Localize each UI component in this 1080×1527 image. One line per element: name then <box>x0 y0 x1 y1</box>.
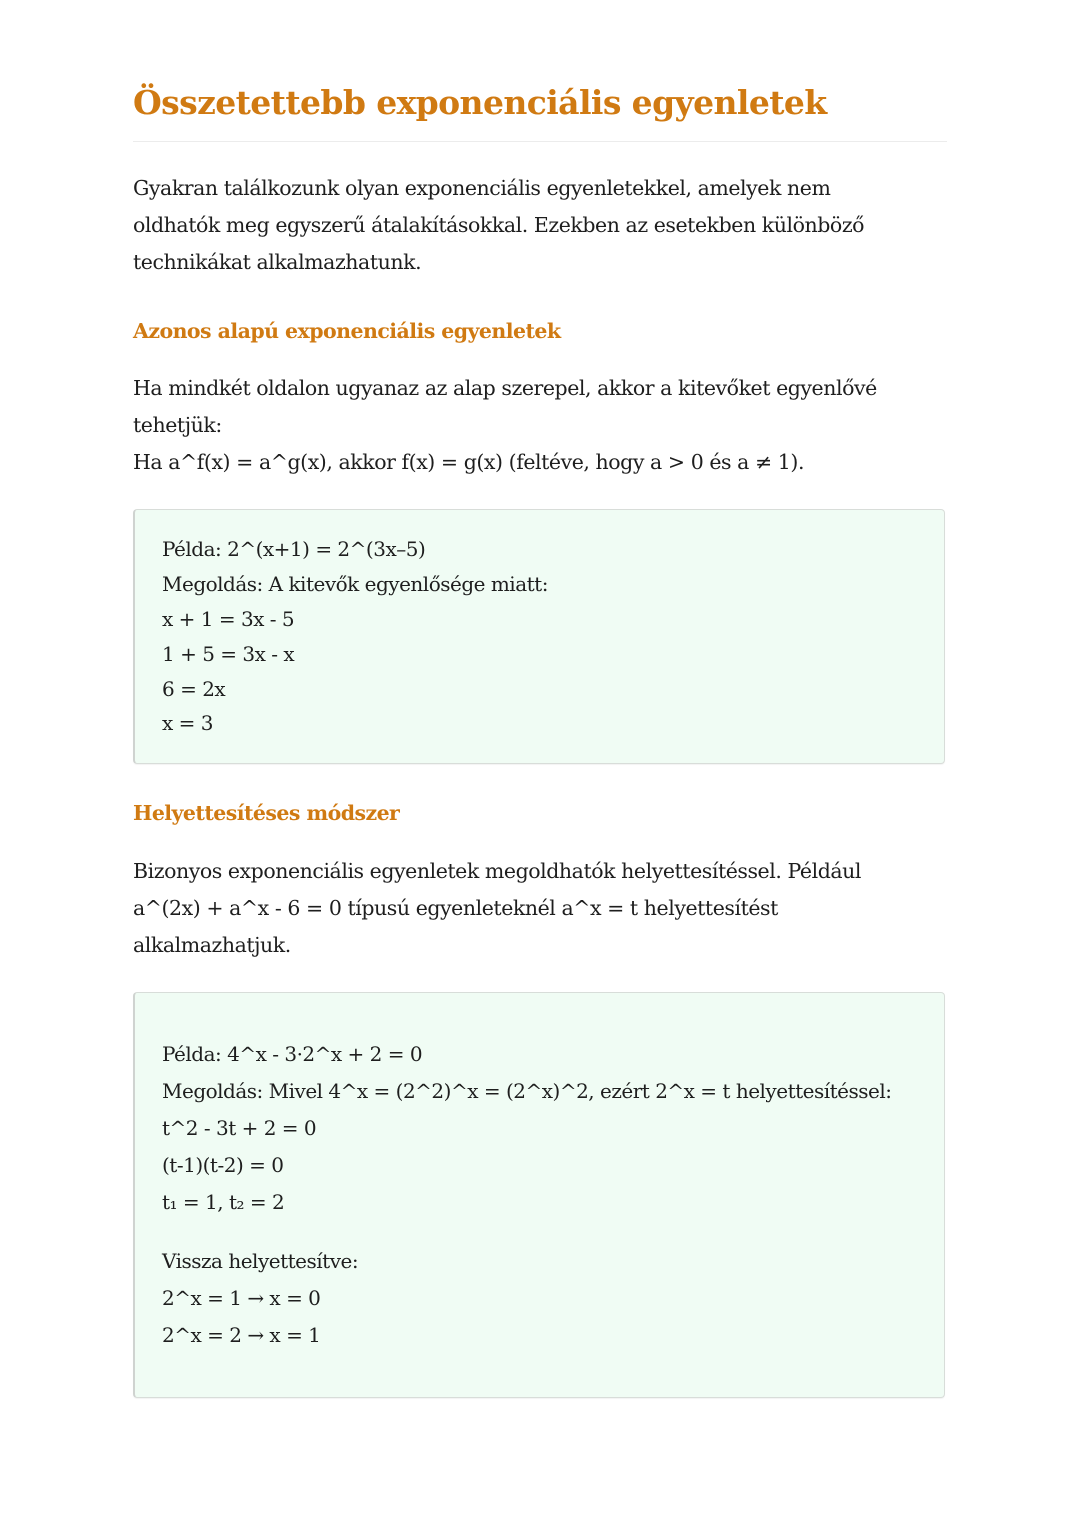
example-line: t₁ = 1, t₂ = 2 <box>162 1190 285 1214</box>
section1-line: tehetjük: <box>133 413 222 437</box>
example-line: x + 1 = 3x - 5 <box>162 607 295 631</box>
intro-line: oldhatók meg egyszerű átalakításokkal. Ezekben az esetekben különböző <box>133 213 865 237</box>
example-line: 1 + 5 = 3x - x <box>162 642 295 666</box>
page-title: Összetettebb exponenciális egyenletek <box>133 83 827 122</box>
section2-line: a^(2x) + a^x - 6 = 0 típusú egyenleteknél a^x = t helyettesítést <box>133 896 778 920</box>
intro-paragraph <box>133 170 947 281</box>
section1-line: Ha a^f(x) = a^g(x), akkor f(x) = g(x) (feltéve, hogy a > 0 és a ≠ 1). <box>133 450 805 474</box>
intro-line: Gyakran találkozunk olyan exponenciális egyenletekkel, amelyek nem <box>133 176 831 200</box>
section1-line: Ha mindkét oldalon ugyanaz az alap szerepel, akkor a kitevőket egyenlővé <box>133 376 877 400</box>
back-substitution-heading: Vissza helyettesítve: <box>162 1249 359 1273</box>
intro-line: technikákat alkalmazhatunk. <box>133 250 422 274</box>
section2-line: alkalmazhatjuk. <box>133 933 291 957</box>
example-line: t^2 - 3t + 2 = 0 <box>162 1116 317 1140</box>
example-line: Példa: 4^x - 3·2^x + 2 = 0 <box>162 1042 423 1066</box>
section-heading-substitution: Helyettesítéses módszer <box>133 801 400 825</box>
example-line: x = 3 <box>162 711 213 735</box>
example-line: 6 = 2x <box>162 677 226 701</box>
example-line: Megoldás: A kitevők egyenlősége miatt: <box>162 572 548 596</box>
section-heading-same-base: Azonos alapú exponenciális egyenletek <box>133 319 561 343</box>
title-divider <box>133 141 947 142</box>
example-line: Példa: 2^(x+1) = 2^(3x–5) <box>162 537 426 561</box>
back-substitution-line: 2^x = 1 → x = 0 <box>162 1286 321 1310</box>
section2-paragraph <box>133 853 947 964</box>
example-line: Megoldás: Mivel 4^x = (2^2)^x = (2^x)^2, ezért 2^x = t helyettesítéssel: <box>162 1079 892 1103</box>
back-substitution-line: 2^x = 2 → x = 1 <box>162 1323 321 1347</box>
example-box-same-base <box>133 509 945 764</box>
section1-paragraph <box>133 370 947 481</box>
example-line: (t-1)(t-2) = 0 <box>162 1153 284 1177</box>
example-box-substitution <box>133 992 945 1398</box>
section2-line: Bizonyos exponenciális egyenletek megoldhatók helyettesítéssel. Például <box>133 859 861 883</box>
